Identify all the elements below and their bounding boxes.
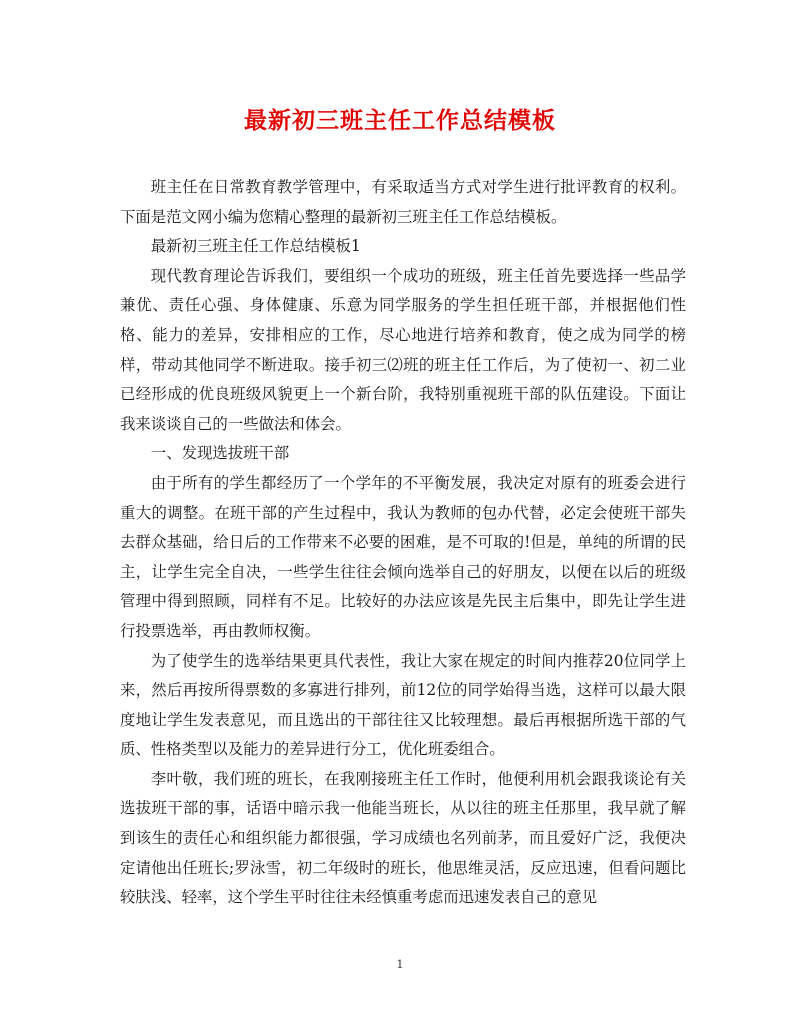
paragraph: 为了使学生的选举结果更具代表性，我让大家在规定的时间内推荐20位同学上来，然后再按所得票数的多寡进行排列，前12位的同学始得当选，这样可以最大限度地让学生发表意见，而且选出的干部往往又比较理想。最后再根据所选干部的气质、性格类型以及能力的差异进行分工，优化班委组合。 [120,651,686,759]
paragraph: 李叶敬，我们班的班长，在我刚接班主任工作时，他便利用机会跟我谈论有关选拔班干部的事，话语中暗示我一他能当班长，从以往的班主任那里，我早就了解到该生的责任心和组织能力都很强，学习成绩也名列前茅，而且爱好广泛，我便决定请他出任班长;罗泳雪，初二年级时的班长，他思维灵活，反应迅速，但看问题比较肤浅、轻率，这个学生平时往往未经慎重考虑而迅速发表自己的意见 [120,769,686,907]
page-number: 1 [396,958,404,971]
section-heading: 最新初三班主任工作总结模板1 [150,237,361,256]
paragraph: 现代教育理论告诉我们，要组织一个成功的班级，班主任首先要选择一些品学兼优、责任心强、身体健康、乐意为同学服务的学生担任班干部，并根据他们性格、能力的差异，安排相应的工作，尽心地进行培养和教育，使之成为同学的榜样，带动其他同学不断进取。接手初三⑵班的班主任工作后，为了使初一、初二业已经形成的优良班级风貌更上一个新台阶，我特别重视班干部的队伍建设。下面让我来谈谈自己的一些做法和体会。 [120,266,686,433]
paragraph: 由于所有的学生都经历了一个学年的不平衡发展，我决定对原有的班委会进行重大的调整。在班干部的产生过程中，我认为教师的包办代替，必定会使班干部失去群众基础，给日后的工作带来不必要的困难，是不可取的!但是，单纯的所谓的民主，让学生完全自决，一些学生往往会倾向选举自己的好朋友，以便在以后的班级管理中得到照顾，同样有不足。比较好的办法应该是先民主后集中，即先让学生进行投票选举，再由教师权衡。 [120,473,686,640]
document-body [120,173,686,913]
document-title: 最新初三班主任工作总结模板 [244,107,556,134]
paragraph-intro: 班主任在日常教育教学管理中，有采取适当方式对学生进行批评教育的权利。下面是范文网小编为您精心整理的最新初三班主任工作总结模板。 [120,178,686,226]
subsection-heading: 一、发现选拔班干部 [150,444,290,463]
